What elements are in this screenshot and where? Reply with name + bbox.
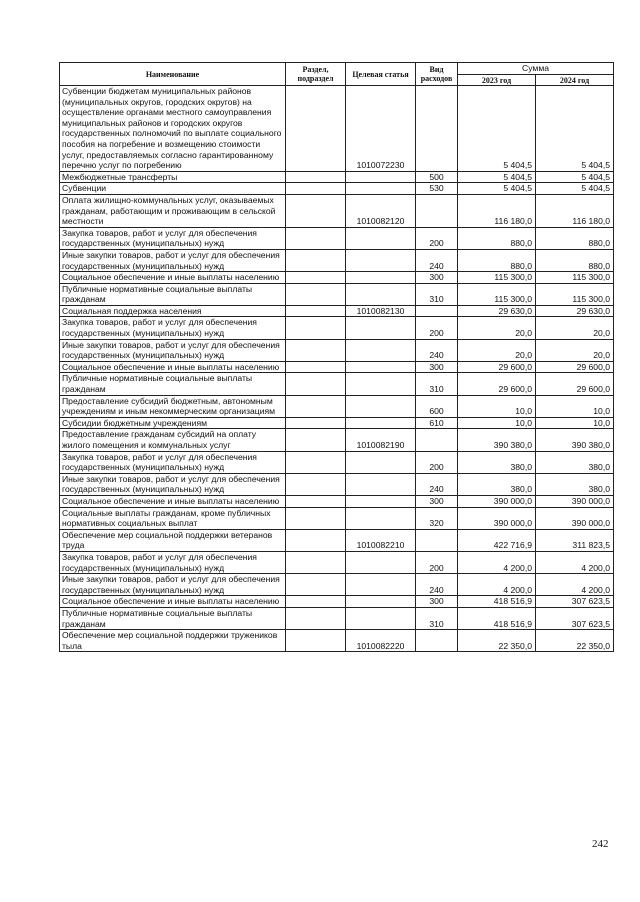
row-name: Обеспечение мер социальной поддержки ветеранов труда xyxy=(60,529,286,551)
row-name: Иные закупки товаров, работ и услуг для обеспечения государственных (муниципальных) нужд xyxy=(60,473,286,495)
table-row xyxy=(60,473,614,495)
row-section xyxy=(286,630,346,652)
row-section xyxy=(286,373,346,395)
row-name: Предоставление гражданам субсидий на оплату жилого помещения и коммунальных услуг xyxy=(60,429,286,451)
table-row xyxy=(60,183,614,195)
row-kind: 610 xyxy=(416,417,458,429)
row-target xyxy=(346,272,416,284)
table-row xyxy=(60,507,614,529)
row-sum-2024: 29 600,0 xyxy=(536,361,614,373)
row-sum-2024: 4 200,0 xyxy=(536,551,614,573)
table-row xyxy=(60,529,614,551)
row-kind: 300 xyxy=(416,495,458,507)
row-sum-2024: 29 600,0 xyxy=(536,373,614,395)
row-sum-2024: 5 404,5 xyxy=(536,171,614,183)
row-sum-2023: 880,0 xyxy=(458,227,536,249)
row-sum-2023: 5 404,5 xyxy=(458,183,536,195)
table-row xyxy=(60,227,614,249)
row-section xyxy=(286,317,346,339)
table-row xyxy=(60,495,614,507)
table-row xyxy=(60,451,614,473)
row-sum-2024: 115 300,0 xyxy=(536,272,614,284)
table-row xyxy=(60,630,614,652)
row-kind xyxy=(416,194,458,227)
table-row xyxy=(60,272,614,284)
row-target xyxy=(346,607,416,629)
table-row xyxy=(60,249,614,271)
row-kind xyxy=(416,86,458,172)
row-target: 1010072230 xyxy=(346,86,416,172)
row-section xyxy=(286,395,346,417)
row-sum-2024: 20,0 xyxy=(536,317,614,339)
row-sum-2024: 311 823,5 xyxy=(536,529,614,551)
row-kind: 310 xyxy=(416,283,458,305)
row-target xyxy=(346,283,416,305)
row-sum-2024: 22 350,0 xyxy=(536,630,614,652)
row-name: Социальное обеспечение и иные выплаты населению xyxy=(60,495,286,507)
table-row xyxy=(60,373,614,395)
row-name: Закупка товаров, работ и услуг для обеспечения государственных (муниципальных) нужд xyxy=(60,317,286,339)
row-section xyxy=(286,227,346,249)
budget-table xyxy=(59,62,614,652)
header-year-2023: 2023 год xyxy=(458,75,536,86)
row-target xyxy=(346,317,416,339)
row-sum-2024: 390 380,0 xyxy=(536,429,614,451)
row-section xyxy=(286,551,346,573)
row-kind: 200 xyxy=(416,451,458,473)
row-name: Социальная поддержка населения xyxy=(60,305,286,317)
row-name: Межбюджетные трансферты xyxy=(60,171,286,183)
row-sum-2023: 115 300,0 xyxy=(458,272,536,284)
row-sum-2023: 22 350,0 xyxy=(458,630,536,652)
row-kind: 240 xyxy=(416,473,458,495)
row-kind xyxy=(416,529,458,551)
row-section xyxy=(286,305,346,317)
header-kind: Вид расходов xyxy=(416,63,458,86)
row-kind: 530 xyxy=(416,183,458,195)
row-sum-2023: 4 200,0 xyxy=(458,574,536,596)
row-sum-2023: 390 380,0 xyxy=(458,429,536,451)
row-section xyxy=(286,429,346,451)
row-section xyxy=(286,607,346,629)
row-target: 1010082210 xyxy=(346,529,416,551)
row-target xyxy=(346,507,416,529)
table-row xyxy=(60,283,614,305)
row-name: Закупка товаров, работ и услуг для обеспечения государственных (муниципальных) нужд xyxy=(60,551,286,573)
row-sum-2024: 307 623,5 xyxy=(536,607,614,629)
row-target xyxy=(346,395,416,417)
row-sum-2023: 115 300,0 xyxy=(458,283,536,305)
table-row xyxy=(60,607,614,629)
row-kind xyxy=(416,305,458,317)
header-sum: Сумма xyxy=(458,63,614,75)
row-kind: 310 xyxy=(416,607,458,629)
row-sum-2024: 10,0 xyxy=(536,417,614,429)
table-row xyxy=(60,574,614,596)
row-target: 1010082220 xyxy=(346,630,416,652)
row-sum-2023: 5 404,5 xyxy=(458,86,536,172)
row-name: Субсидии бюджетным учреждениям xyxy=(60,417,286,429)
row-kind: 300 xyxy=(416,272,458,284)
row-target xyxy=(346,451,416,473)
row-target xyxy=(346,171,416,183)
row-sum-2023: 20,0 xyxy=(458,339,536,361)
row-sum-2023: 422 716,9 xyxy=(458,529,536,551)
row-section xyxy=(286,596,346,608)
row-section xyxy=(286,249,346,271)
row-section xyxy=(286,361,346,373)
row-kind: 310 xyxy=(416,373,458,395)
row-section xyxy=(286,529,346,551)
row-sum-2024: 307 623,5 xyxy=(536,596,614,608)
row-kind: 240 xyxy=(416,339,458,361)
row-kind xyxy=(416,429,458,451)
table-row xyxy=(60,395,614,417)
row-section xyxy=(286,417,346,429)
row-name: Публичные нормативные социальные выплаты гражданам xyxy=(60,607,286,629)
row-target xyxy=(346,551,416,573)
row-target xyxy=(346,361,416,373)
row-section xyxy=(286,272,346,284)
row-target xyxy=(346,183,416,195)
row-section xyxy=(286,86,346,172)
table-row xyxy=(60,86,614,172)
row-name: Иные закупки товаров, работ и услуг для обеспечения государственных (муниципальных) нужд xyxy=(60,574,286,596)
table-row xyxy=(60,417,614,429)
table-row xyxy=(60,361,614,373)
row-section xyxy=(286,473,346,495)
budget-table-container xyxy=(59,62,613,652)
row-section xyxy=(286,171,346,183)
row-section xyxy=(286,451,346,473)
page-number: 242 xyxy=(592,838,609,850)
row-sum-2024: 380,0 xyxy=(536,451,614,473)
row-target xyxy=(346,417,416,429)
row-name: Закупка товаров, работ и услуг для обеспечения государственных (муниципальных) нужд xyxy=(60,451,286,473)
row-kind: 320 xyxy=(416,507,458,529)
row-sum-2023: 880,0 xyxy=(458,249,536,271)
header-target: Целевая статья xyxy=(346,63,416,86)
table-row xyxy=(60,317,614,339)
row-sum-2024: 10,0 xyxy=(536,395,614,417)
row-sum-2023: 390 000,0 xyxy=(458,495,536,507)
header-section: Раздел, подраздел xyxy=(286,63,346,86)
row-kind: 200 xyxy=(416,551,458,573)
table-row xyxy=(60,305,614,317)
row-kind: 240 xyxy=(416,249,458,271)
row-target xyxy=(346,574,416,596)
table-row xyxy=(60,339,614,361)
table-row xyxy=(60,171,614,183)
row-target xyxy=(346,339,416,361)
row-sum-2023: 20,0 xyxy=(458,317,536,339)
row-name: Субвенции бюджетам муниципальных районов (муниципальных округов, городских округов) на осуществление органами местного самоуправления муниципальных районов и городских округов государственных полномочий по выплате социального пособия на погребение и возмещению стоимости услуг, предоставляемых согласно гарантированному перечню услуг по погребению xyxy=(60,86,286,172)
header-name: Наименование xyxy=(60,63,286,86)
row-sum-2024: 116 180,0 xyxy=(536,194,614,227)
row-target: 1010082130 xyxy=(346,305,416,317)
row-target xyxy=(346,373,416,395)
row-sum-2024: 20,0 xyxy=(536,339,614,361)
row-sum-2023: 29 600,0 xyxy=(458,373,536,395)
row-sum-2024: 880,0 xyxy=(536,249,614,271)
row-kind: 300 xyxy=(416,596,458,608)
row-name: Социальное обеспечение и иные выплаты населению xyxy=(60,596,286,608)
row-kind: 200 xyxy=(416,317,458,339)
row-name: Иные закупки товаров, работ и услуг для обеспечения государственных (муниципальных) нужд xyxy=(60,339,286,361)
row-name: Социальное обеспечение и иные выплаты населению xyxy=(60,361,286,373)
row-section xyxy=(286,574,346,596)
row-name: Публичные нормативные социальные выплаты гражданам xyxy=(60,373,286,395)
row-sum-2024: 5 404,5 xyxy=(536,86,614,172)
header-year-2024: 2024 год xyxy=(536,75,614,86)
row-kind: 200 xyxy=(416,227,458,249)
row-sum-2023: 418 516,9 xyxy=(458,596,536,608)
row-name: Субвенции xyxy=(60,183,286,195)
table-row xyxy=(60,194,614,227)
row-sum-2023: 10,0 xyxy=(458,417,536,429)
row-sum-2024: 4 200,0 xyxy=(536,574,614,596)
row-target xyxy=(346,473,416,495)
row-target xyxy=(346,495,416,507)
row-target: 1010082190 xyxy=(346,429,416,451)
row-sum-2024: 5 404,5 xyxy=(536,183,614,195)
row-section xyxy=(286,194,346,227)
row-section xyxy=(286,339,346,361)
row-sum-2023: 380,0 xyxy=(458,473,536,495)
row-sum-2023: 10,0 xyxy=(458,395,536,417)
row-kind: 240 xyxy=(416,574,458,596)
row-sum-2023: 4 200,0 xyxy=(458,551,536,573)
row-target xyxy=(346,596,416,608)
table-row xyxy=(60,551,614,573)
row-kind: 300 xyxy=(416,361,458,373)
row-name: Закупка товаров, работ и услуг для обеспечения государственных (муниципальных) нужд xyxy=(60,227,286,249)
row-sum-2023: 116 180,0 xyxy=(458,194,536,227)
table-row xyxy=(60,596,614,608)
row-kind: 600 xyxy=(416,395,458,417)
row-sum-2024: 390 000,0 xyxy=(536,495,614,507)
row-sum-2023: 29 630,0 xyxy=(458,305,536,317)
row-target xyxy=(346,249,416,271)
row-section xyxy=(286,183,346,195)
row-sum-2023: 390 000,0 xyxy=(458,507,536,529)
row-target xyxy=(346,227,416,249)
row-name: Социальные выплаты гражданам, кроме публичных нормативных социальных выплат xyxy=(60,507,286,529)
row-name: Оплата жилищно-коммунальных услуг, оказываемых гражданам, работающим и проживающим в сельской местности xyxy=(60,194,286,227)
row-kind: 500 xyxy=(416,171,458,183)
row-name: Публичные нормативные социальные выплаты гражданам xyxy=(60,283,286,305)
row-sum-2023: 5 404,5 xyxy=(458,171,536,183)
row-name: Иные закупки товаров, работ и услуг для обеспечения государственных (муниципальных) нужд xyxy=(60,249,286,271)
row-sum-2023: 380,0 xyxy=(458,451,536,473)
row-section xyxy=(286,507,346,529)
row-sum-2024: 29 630,0 xyxy=(536,305,614,317)
row-section xyxy=(286,495,346,507)
row-sum-2023: 29 600,0 xyxy=(458,361,536,373)
row-sum-2024: 380,0 xyxy=(536,473,614,495)
row-kind xyxy=(416,630,458,652)
row-name: Предоставление субсидий бюджетным, автономным учреждениям и иным некоммерческим организациям xyxy=(60,395,286,417)
row-section xyxy=(286,283,346,305)
row-name: Социальное обеспечение и иные выплаты населению xyxy=(60,272,286,284)
row-sum-2024: 115 300,0 xyxy=(536,283,614,305)
row-name: Обеспечение мер социальной поддержки тружеников тыла xyxy=(60,630,286,652)
row-sum-2024: 880,0 xyxy=(536,227,614,249)
row-sum-2024: 390 000,0 xyxy=(536,507,614,529)
table-row xyxy=(60,429,614,451)
row-target: 1010082120 xyxy=(346,194,416,227)
row-sum-2023: 418 516,9 xyxy=(458,607,536,629)
